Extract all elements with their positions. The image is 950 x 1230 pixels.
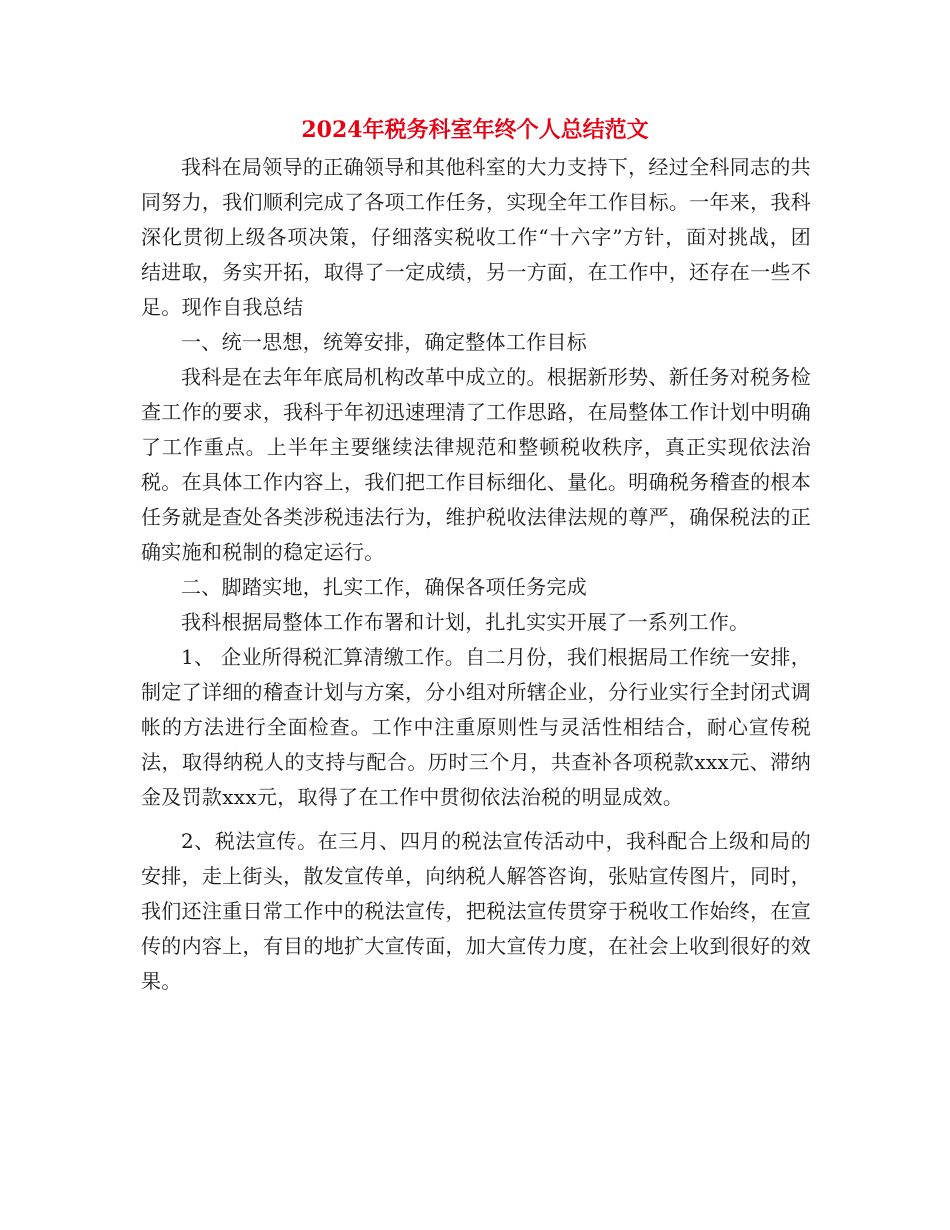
item-2-paragraph: 2、税法宣传。在三月、四月的税法宣传活动中，我科配合上级和局的安排，走上街头，散发宣传单，向纳税人解答咨询，张贴宣传图片，同时，我们还注重日常工作中的税法宣传，把税法宣传贯穿于税收工作始终，在宣传的内容上，有目的地扩大宣传面，加大宣传力度，在社会上收到很好的效果。 (141, 829, 811, 993)
section-heading-1: 一、统一思想，统筹安排，确定整体工作目标 (181, 330, 587, 354)
item-1-paragraph: 1、 企业所得税汇算清缴工作。自二月份，我们根据局工作统一安排，制定了详细的稽查计划与方案，分小组对所辖企业，分行业实行全封闭式调帐的方法进行全面检查。工作中注重原则性与灵活性相结合，耐心宣传税法，取得纳税人的支持与配合。历时三个月，共查补各项税款xxx元、滞纳金及罚款xxx元，取得了在工作中贯彻依法治税的明显成效。 (141, 645, 811, 809)
section-2-intro-paragraph: 我科根据局整体工作布署和计划，扎扎实实开展了一系列工作。 (181, 610, 750, 634)
section-heading-2: 二、脚踏实地，扎实工作，确保各项任务完成 (181, 575, 587, 599)
document-title: 2024年税务科室年终个人总结范文 (301, 117, 649, 143)
document-body (141, 150, 811, 999)
intro-paragraph: 我科在局领导的正确领导和其他科室的大力支持下，经过全科同志的共同努力，我们顺利完成了各项工作任务，实现全年工作目标。一年来，我科深化贯彻上级各项决策，仔细落实税收工作“十六字”方针，面对挑战，团结进取，务实开拓，取得了一定成绩，另一方面，在工作中，还存在一些不足。现作自我总结 (141, 155, 811, 319)
section-1-paragraph: 我科是在去年年底局机构改革中成立的。根据新形势、新任务对税务检查工作的要求，我科于年初迅速理清了工作思路，在局整体工作计划中明确了工作重点。上半年主要继续法律规范和整顿税收秩序，真正实现依法治税。在具体工作内容上，我们把工作目标细化、量化。明确税务稽查的根本任务就是查处各类涉税违法行为，维护税收法律法规的尊严，确保税法的正确实施和税制的稳定运行。 (141, 365, 811, 564)
